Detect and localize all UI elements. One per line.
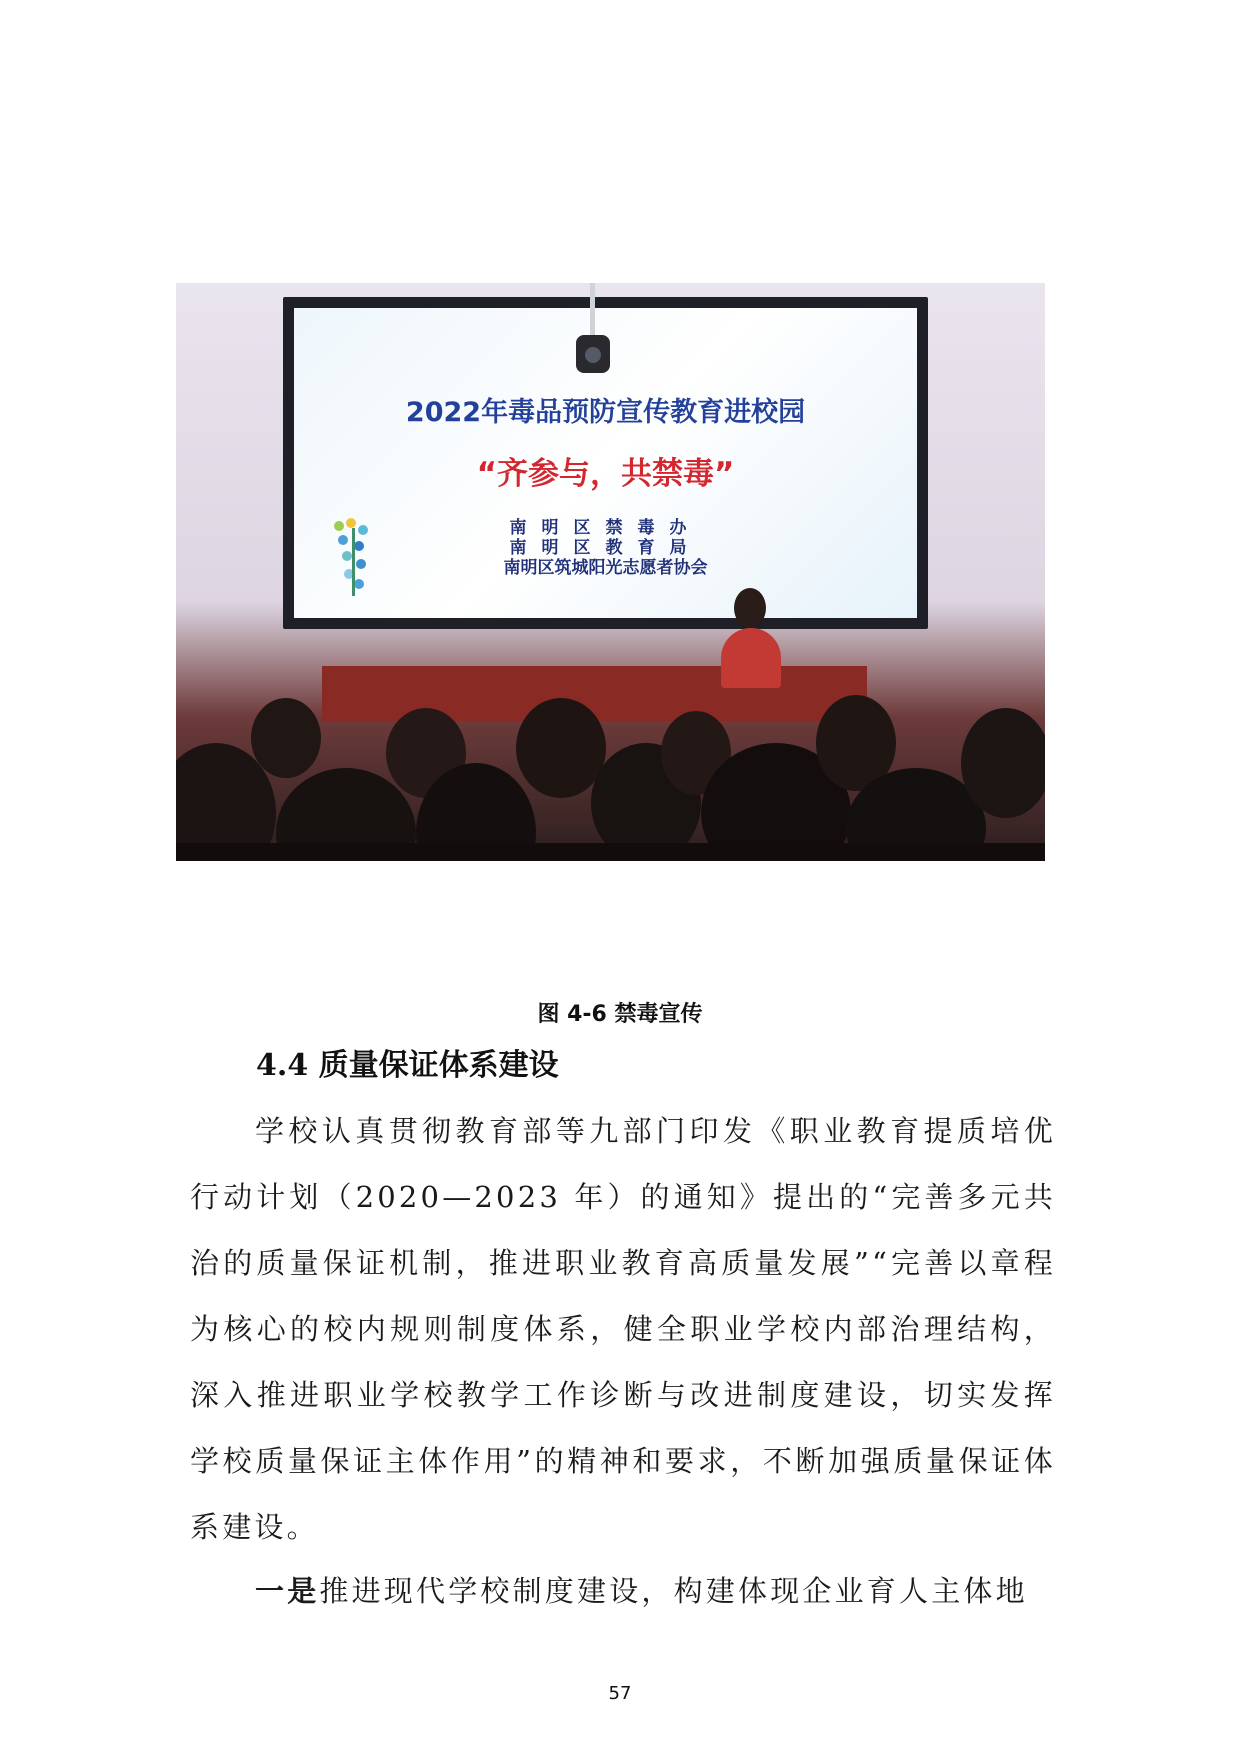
event-photo <box>176 283 1045 861</box>
screen-slogan: “齐参与，共禁毒” <box>476 456 735 492</box>
paragraph-lead: 一是 <box>255 1574 320 1608</box>
body-paragraph: 学校认真贯彻教育部等九部门印发《职业教育提质培优行动计划（2020—2023 年）的通知》提出的“完善多元共治的质量保证机制，推进职业教育高质量发展”“完善以章程为核心的校内规则制度体系，健全职业学校内部治理结构，深入推进职业学校教学工作诊断与改进制度建设，切实发挥学校质量保证主体作用”的精神和要求，不断加强质量保证体系建设。 <box>190 1114 1056 1544</box>
audience-silhouettes <box>176 643 1045 861</box>
body-paragraph <box>190 1558 1056 1624</box>
organizer-line: 南明区筑城阳光志愿者协会 <box>503 558 708 578</box>
figure-caption: 图 4-6 禁毒宣传 <box>537 1002 703 1027</box>
screen-title: 2022年毒品预防宣传教育进校园 <box>405 397 806 428</box>
camera-mount <box>590 283 595 338</box>
section-heading: 4.4 质量保证体系建设 <box>256 1048 559 1083</box>
paragraph-text: 推进现代学校制度建设，构建体现企业育人主体地 <box>319 1574 1028 1608</box>
camera-icon <box>576 335 610 373</box>
speaker-head <box>734 588 766 628</box>
organizer-line: 南明区教育局 <box>509 538 702 558</box>
screen-organizers <box>294 518 917 578</box>
organizer-line: 南明区禁毒办 <box>509 518 702 538</box>
plant-logo-icon <box>329 518 379 598</box>
page-number: 57 <box>608 1683 632 1704</box>
